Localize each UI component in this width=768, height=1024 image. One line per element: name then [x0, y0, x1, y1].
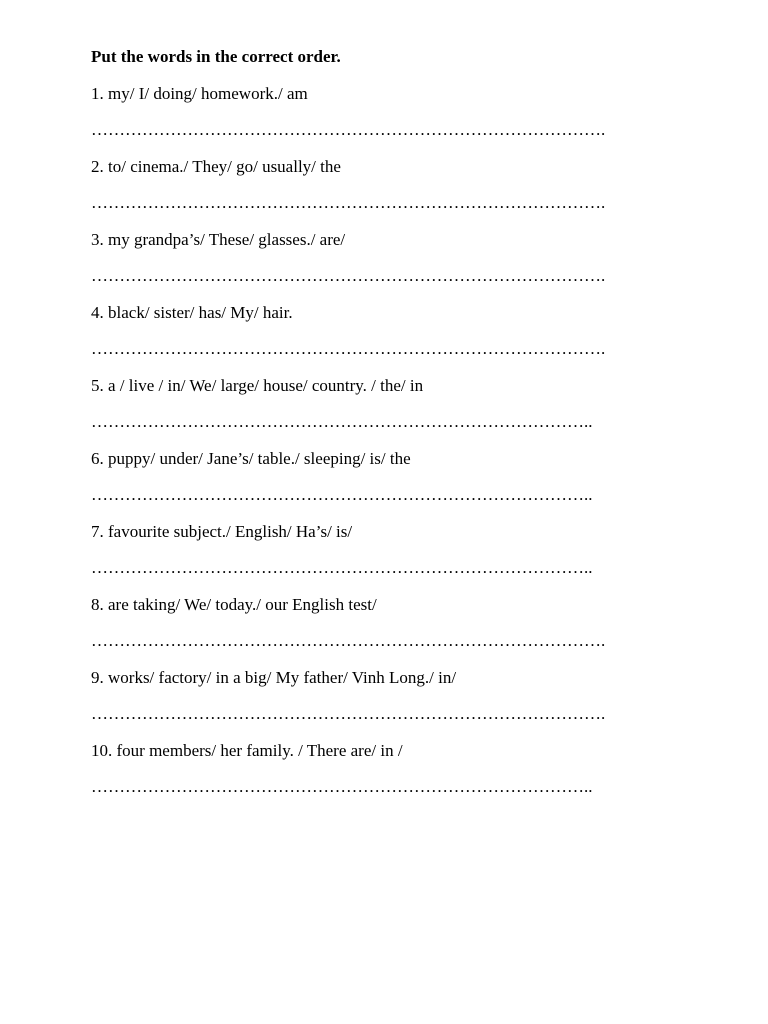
item-prompt: 2. to/ cinema./ They/ go/ usually/ the — [91, 157, 341, 176]
answer-line: ………………………………………………………………………………. — [91, 704, 606, 723]
item-prompt: 6. puppy/ under/ Jane’s/ table./ sleeping/ is/ the — [91, 449, 411, 468]
exercise-item-7 — [91, 519, 691, 581]
answer-line: …………………………………………………………………………….. — [91, 412, 593, 431]
answer-line: …………………………………………………………………………….. — [91, 485, 593, 504]
item-prompt: 7. favourite subject./ English/ Ha’s/ is/ — [91, 522, 353, 541]
answer-line: …………………………………………………………………………….. — [91, 558, 593, 577]
answer-line: ………………………………………………………………………………. — [91, 339, 606, 358]
answer-line: …………………………………………………………………………….. — [91, 777, 593, 796]
item-prompt: 5. a / live / in/ We/ large/ house/ country. / the/ in — [91, 376, 424, 395]
item-prompt: 3. my grandpa’s/ These/ glasses./ are/ — [91, 230, 346, 249]
exercise-item-3 — [91, 227, 691, 289]
item-prompt: 10. four members/ her family. / There are/ in / — [91, 741, 403, 760]
answer-line: ………………………………………………………………………………. — [91, 266, 606, 285]
answer-line: ………………………………………………………………………………. — [91, 120, 606, 139]
exercise-item-2 — [91, 154, 691, 216]
worksheet-title: Put the words in the correct order. — [91, 47, 341, 66]
answer-line: ………………………………………………………………………………. — [91, 631, 606, 650]
item-prompt: 9. works/ factory/ in a big/ My father/ Vinh Long./ in/ — [91, 668, 457, 687]
exercise-item-6 — [91, 446, 691, 508]
exercise-item-10 — [91, 738, 691, 800]
item-prompt: 4. black/ sister/ has/ My/ hair. — [91, 303, 293, 322]
worksheet — [91, 44, 691, 811]
item-prompt: 1. my/ I/ doing/ homework./ am — [91, 84, 308, 103]
exercise-item-5 — [91, 373, 691, 435]
exercise-item-8 — [91, 592, 691, 654]
answer-line: ………………………………………………………………………………. — [91, 193, 606, 212]
item-prompt: 8. are taking/ We/ today./ our English test/ — [91, 595, 377, 614]
exercise-item-1 — [91, 81, 691, 143]
exercise-item-9 — [91, 665, 691, 727]
exercise-item-4 — [91, 300, 691, 362]
